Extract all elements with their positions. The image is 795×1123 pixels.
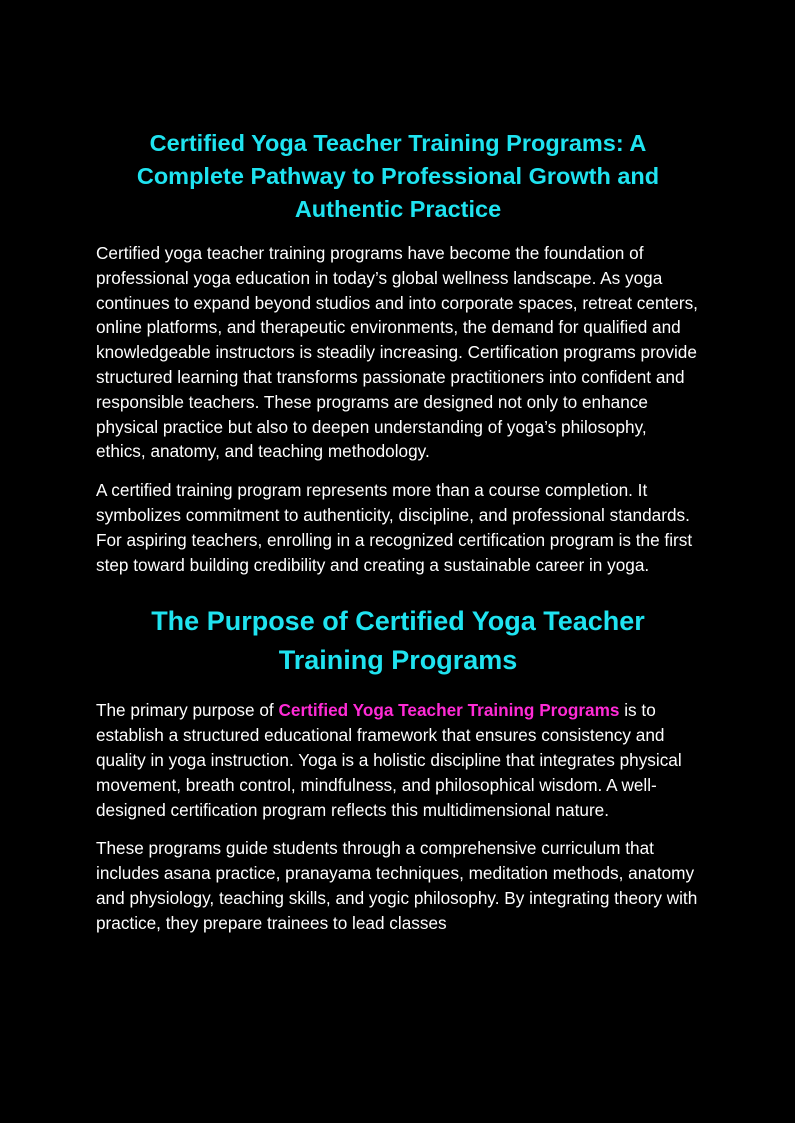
program-link[interactable]: Certified Yoga Teacher Training Programs [278,700,620,721]
document-title: Certified Yoga Teacher Training Programs: A Complete Pathway to Professional Growth and Authentic Practice [136,130,660,222]
intro-paragraph-1: Certified yoga teacher training programs have become the foundation of professional yoga education in today’s global wellness landscape. As yoga continues to expand beyond studios and into corporate spaces, retreat centers, online platforms, and therapeutic environments, the demand for qualified and knowledgeable instructors is steadily increasing. Certification programs provide structured learning that transforms passionate practitioners into confident and responsible teachers. These programs are designed not only to enhance physical practice but also to deepen understanding of yoga’s philosophy, ethics, anatomy, and teaching methodology. [96,243,698,462]
intro-paragraph-2: A certified training program represents more than a course completion. It symbolizes commitment to authenticity, discipline, and professional standards. For aspiring teachers, enrolling in a recognized certification program is the first step toward building credibility and creating a sustainable career in yoga. [96,480,693,575]
section-heading: The Purpose of Certified Yoga Teacher Training Programs [151,606,645,676]
document-page [96,127,700,936]
section-paragraph-1-lead: The primary purpose of [96,700,279,721]
section-paragraph-1 [96,698,700,822]
section-paragraph-1-rest: is to establish a structured educational framework that ensures consistency and quality in yoga instruction. Yoga is a holistic discipline that integrates physical movement, breath control, mindfulness, and philosophical wisdom. A well-designed certification program reflects this multidimensional nature. [96,700,682,820]
section-paragraph-2: These programs guide students through a comprehensive curriculum that includes asana practice, pranayama techniques, meditation methods, anatomy and physiology, teaching skills, and yogic philosophy. By integrating theory with practice, they prepare trainees to lead classes [96,838,698,933]
